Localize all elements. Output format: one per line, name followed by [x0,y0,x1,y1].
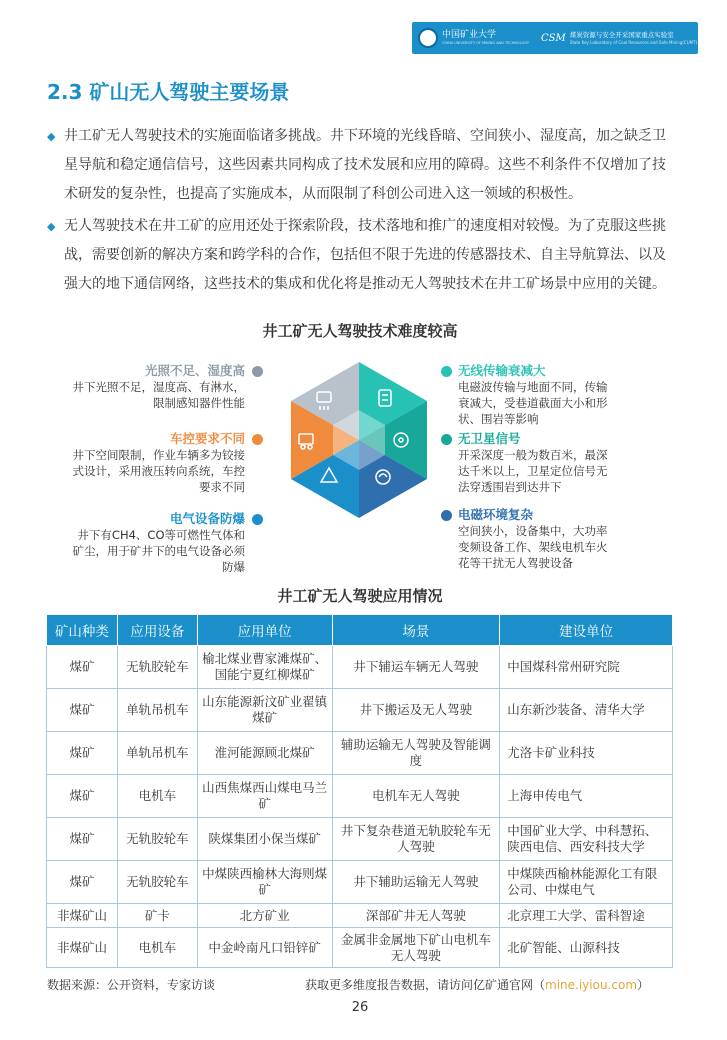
lab-name-en: State Key Laboratory of Coal Resources and Safe Mining(CUMT) [569,39,698,45]
factor-no-satellite [458,430,608,495]
university-seal-icon [418,28,438,48]
table-cell: 榆北煤业曹家滩煤矿、国能宁夏红柳煤矿 [197,646,332,689]
factor-description: 井下空间限制，作业车辆多为铰接式设计，采用液压转向系统，车控要求不同 [72,448,245,494]
table-cell: 北矿智能、山源科技 [500,928,673,968]
diamond-bullet-icon: ◆ [47,220,56,233]
table-cell: 尤洛卡矿业科技 [500,732,673,775]
factor-heading: 无线传输衰减大 [458,363,546,378]
factor-description: 井下有CH4、CO等可燃性气体和矿尘，用于矿井下的电气设备必须防爆 [72,528,245,574]
table-cell: 井下辅助运输无人驾驶 [332,861,500,904]
table-cell: 北方矿业 [197,904,332,928]
table-cell: 无轨胶轮车 [117,646,197,689]
table-cell: 陕煤集团小保当煤矿 [197,818,332,861]
factor-heading: 无卫星信号 [458,431,521,446]
table-row [47,861,673,904]
factor-description: 空间狭小，设备集中，大功率变频设备工作、架线电机车火花等干扰无人驾驶设备 [458,524,608,570]
factor-heading: 光照不足、湿度高 [144,363,245,378]
table-title: 井工矿无人驾驶应用情况 [277,587,443,605]
university-name-en: CHINA UNIVERSITY OF MINING AND TECHNOLOGY [442,41,530,45]
lab-name-cn: 煤炭资源与安全开采国家重点实验室 [569,30,674,39]
lab-logo-text: CSM [541,32,566,44]
visit-note [305,976,649,993]
table-cell: 煤矿 [47,732,118,775]
column-header: 应用单位 [197,615,332,646]
column-header: 矿山种类 [47,615,118,646]
table-cell: 电机车 [117,775,197,818]
table-cell: 深部矿井无人驾驶 [332,904,500,928]
table-row [47,646,673,689]
university-logo [418,28,529,48]
diamond-bullet-icon: ◆ [47,130,56,143]
table-cell: 非煤矿山 [47,904,118,928]
bullet-text: 井工矿无人驾驶技术的实施面临诸多挑战。井下环境的光线昏暗、空间狭小、湿度高，加之缺乏卫星导航和稳定通信信号，这些因素共同构成了技术发展和应用的障碍。这些不利条件不仅增加了技术研发的复杂性，也提高了实施成本，从而限制了科创公司进入这一领域的积极性。 [64,128,666,202]
table-cell: 中煤陕西榆林大海则煤矿 [197,861,332,904]
table-cell: 井下复杂巷道无轨胶轮车无人驾驶 [332,818,500,861]
table-cell: 单轨吊机车 [117,732,197,775]
table-cell: 北京理工大学、雷科智途 [500,904,673,928]
applications-table [46,614,673,968]
column-header: 场景 [332,615,500,646]
factor-wireless-attenuation [458,362,608,427]
table-cell: 非煤矿山 [47,928,118,968]
table-cell: 井下搬运及无人驾驶 [332,689,500,732]
header-banner [412,22,727,54]
table-cell: 电机车 [117,928,197,968]
visit-suffix: ） [637,978,650,992]
table-row [47,732,673,775]
column-header: 建设单位 [500,615,673,646]
table-cell: 单轨吊机车 [117,689,197,732]
factor-dot [441,434,452,445]
table-row [47,689,673,732]
table-cell: 山西焦煤西山煤电马兰矿 [197,775,332,818]
table-cell: 煤矿 [47,646,118,689]
table-cell: 金属非金属地下矿山电机车无人驾驶 [332,928,500,968]
section-title: 2.3 矿山无人驾驶主要场景 [47,80,290,104]
bullet-list [47,122,672,302]
brand-logo: 亿矿通 [703,33,727,43]
table-cell: 中金岭南凡口铅锌矿 [197,928,332,968]
table-cell: 中煤陕西榆林能源化工有限公司、中煤电气 [500,861,673,904]
factor-dot [252,366,263,377]
website-link[interactable]: mine.iyiou.com [545,978,638,992]
factor-dot [441,510,452,521]
table-cell: 山东能源新汶矿业翟镇煤矿 [197,689,332,732]
table-cell: 煤矿 [47,818,118,861]
table-cell: 煤矿 [47,775,118,818]
factor-dot [441,366,452,377]
table-cell: 中国矿业大学、中科慧拓、陕西电信、西安科技大学 [500,818,673,861]
table-cell: 无轨胶轮车 [117,861,197,904]
data-source-note: 数据来源：公开资料，专家访谈 [47,978,216,992]
factor-description: 电磁波传输与地面不同，传输衰减大，受巷道截面大小和形状、围岩等影响 [458,380,608,426]
table-cell: 辅助运输无人驾驶及智能调度 [332,732,500,775]
table-row [47,928,673,968]
diagram-title: 井工矿无人驾驶技术难度较高 [262,322,458,340]
factor-heading: 电气设备防爆 [169,511,245,526]
factor-description: 井下光照不足，湿度高、有淋水，限制感知器件性能 [72,380,245,410]
factor-lighting-humidity [70,362,245,411]
table-row [47,904,673,928]
table-cell: 中国煤科常州研究院 [500,646,673,689]
page-number: 26 [351,1000,369,1015]
factor-heading: 电磁环境复杂 [458,507,534,522]
table-cell: 电机车无人驾驶 [332,775,500,818]
factor-explosion-proof [70,510,245,575]
factor-heading: 车控要求不同 [169,431,245,446]
column-header: 应用设备 [117,615,197,646]
table-row [47,818,673,861]
factor-dot [252,434,263,445]
table-row [47,775,673,818]
table-cell: 上海申传电气 [500,775,673,818]
table-cell: 煤矿 [47,861,118,904]
bullet-item [47,122,672,209]
factor-description: 开采深度一般为数百米，最深达千米以上，卫星定位信号无法穿透围岩到达井下 [458,448,608,494]
visit-prefix: 获取更多维度报告数据，请访问亿矿通官网（ [305,978,546,992]
university-name-cn: 中国矿业大学 [442,30,497,40]
table-header-row [47,615,673,646]
table-cell: 矿卡 [117,904,197,928]
bullet-item [47,212,672,299]
factor-vehicle-control [70,430,245,495]
difficulty-diagram [0,350,720,585]
table-cell: 山东新沙装备、清华大学 [500,689,673,732]
bullet-text: 无人驾驶技术在井工矿的应用还处于探索阶段，技术落地和推广的速度相对较慢。为了克服这些挑战，需要创新的解决方案和跨学科的合作，包括但不限于先进的传感器技术、自主导航算法、以及强大的地下通信网络，这些技术的集成和优化将是推动无人驾驶技术在井工矿场景中应用的关键。 [64,218,666,292]
table-cell: 淮河能源顾北煤矿 [197,732,332,775]
lab-logo [541,31,697,46]
factor-dot [252,514,263,525]
factor-electromagnetic [458,506,608,571]
table-cell: 煤矿 [47,689,118,732]
table-cell: 井下辅运车辆无人驾驶 [332,646,500,689]
hexagon-graphic [279,364,439,516]
table-cell: 无轨胶轮车 [117,818,197,861]
